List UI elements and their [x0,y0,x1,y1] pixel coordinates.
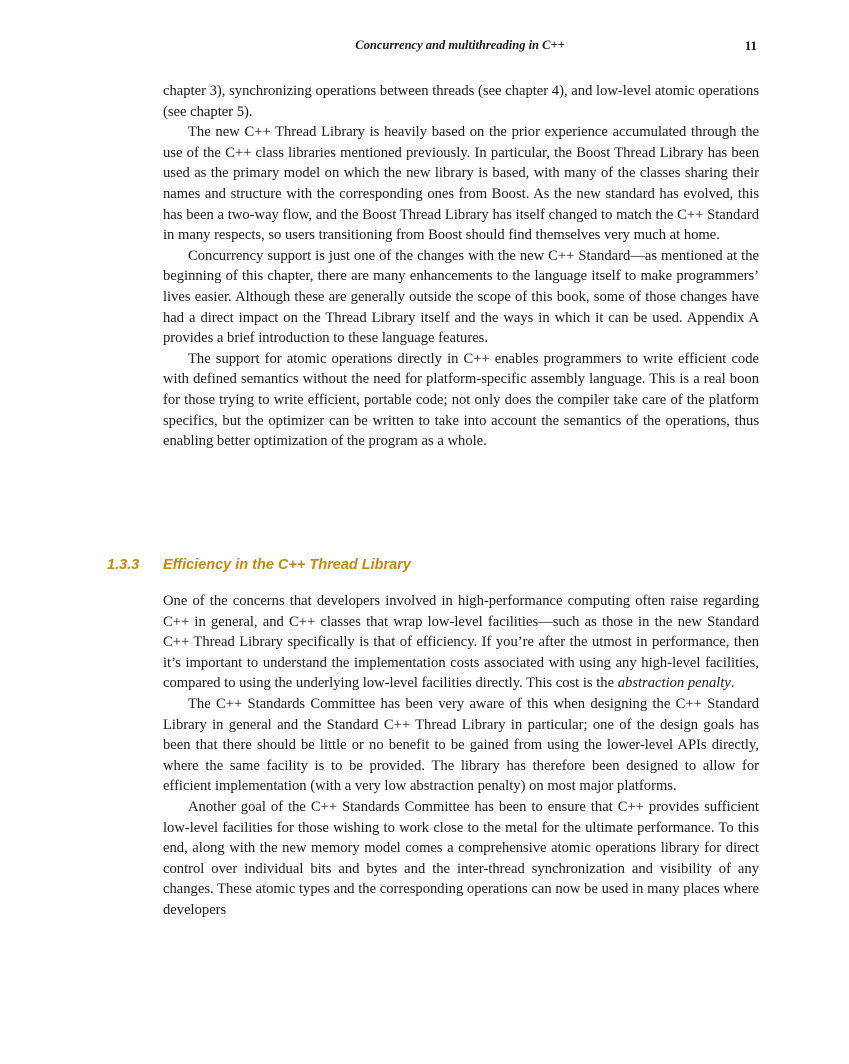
paragraph-end: . [730,675,735,692]
emphasized-term: abstraction penalty [617,675,731,692]
paragraph: Another goal of the C++ Standards Committee has been to ensure that C++ provides sufficient low-level facilities for those wishing to work close to the metal for the ultimate performance. To this end, along with the new memory model comes a comprehensive atomic operations library for direct control over individual bits and bytes and the inter-thread synchronization and visibility of any changes. These atomic types and the corresponding operations can now be used in many places where developers [163,798,759,918]
paragraph: Concurrency support is just one of the changes with the new C++ Standard—as mentioned at the beginning of this chapter, there are many enhancements to the language itself to make programmers’ lives easier. Although these are generally outside the scope of this book, some of those changes have had a direct impact on the Thread Library itself and the ways in which it can be used. Appendix A provides a brief introduction to these language features. [163,247,759,347]
paragraph: The new C++ Thread Library is heavily based on the prior experience accumulated through the use of the C++ class libraries mentioned previously. In particular, the Boost Thread Library has been used as the primary model on which the new library is based, with many of the classes sharing their names and structure with the corresponding ones from Boost. As the new standard has evolved, this has been a two-way flow, and the Boost Thread Library has itself changed to match the C++ Standard in many respects, so users transitioning from Boost should find themselves very much at home. [163,124,759,244]
paragraph-abstraction-penalty [163,591,759,694]
paragraph-text: One of the concerns that developers involved in high-performance computing often raise regarding C++ in general, and C++ classes that wrap low-level facilities—such as those in the new Standard C++ Thread Library specifically is that of efficiency. If you’re after the utmost in performance, then it’s important to understand the implementation costs associated with using any high-level facilities, compared to using the underlying low-level facilities directly. This cost is the [163,593,759,692]
paragraph: chapter 3), synchronizing operations between threads (see chapter 4), and low-level atomic operations (see chapter 5). [163,83,759,120]
body-text-section [163,591,759,921]
body-text-top [163,81,759,452]
paragraph: The support for atomic operations directly in C++ enables programmers to write efficient code with defined semantics without the need for platform-specific assembly language. This is a real boon for those trying to write efficient, portable code; not only does the compiler take care of the platform specifics, but the optimizer can be written to take into account the semantics of the operations, thus enabling better optimization of the program as a whole. [163,350,759,450]
section-number: 1.3.3 [107,557,140,573]
section-heading [107,557,757,579]
page-number: 11 [744,38,757,53]
paragraph: The C++ Standards Committee has been very aware of this when designing the C++ Standard Library in general and the Standard C++ Thread Library in particular; one of the design goals has been that there should be little or no benefit to be gained from using the lower-level APIs directly, where the same facility is to be provided. The library has therefore been designed to allow for efficient implementation (with a very low abstraction penalty) on most major platforms. [163,695,759,795]
section-title: Efficiency in the C++ Thread Library [163,557,411,573]
running-head [163,38,757,56]
running-title: Concurrency and multithreading in C++ [355,38,565,52]
